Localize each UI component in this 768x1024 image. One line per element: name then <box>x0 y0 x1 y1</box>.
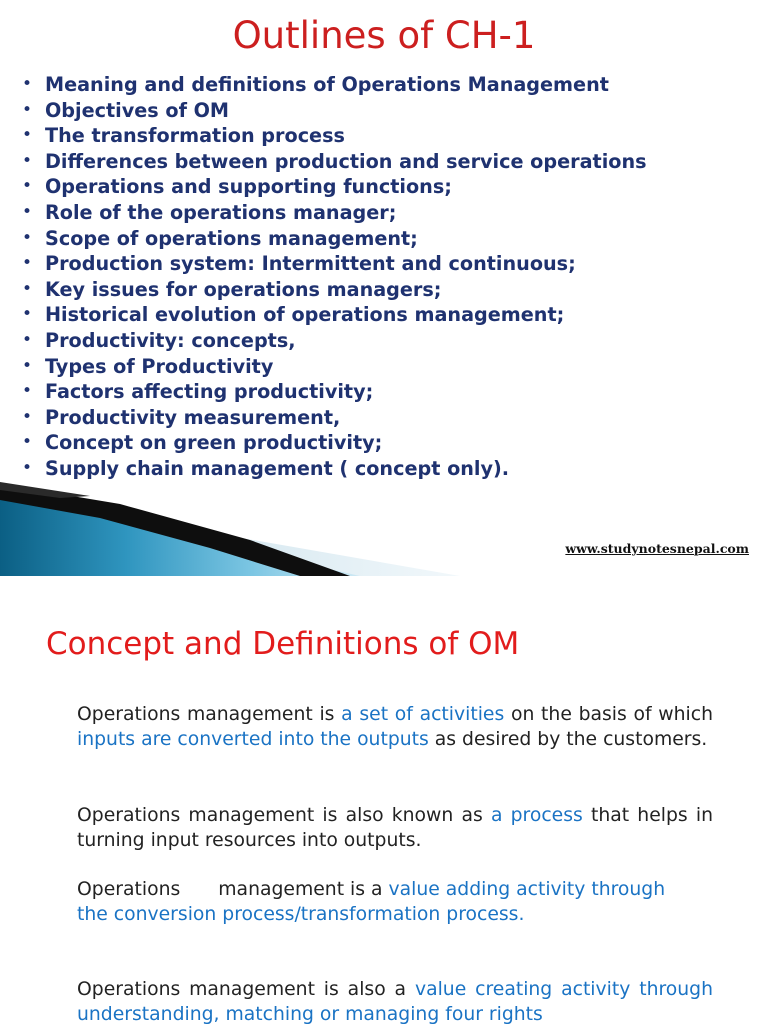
list-item: • Productivity: concepts, <box>22 328 647 354</box>
list-item: • The transformation process <box>22 123 647 149</box>
list-item: • Meaning and definitions of Operations Management <box>22 72 647 98</box>
slide-title: Concept and Definitions of OM <box>46 626 520 662</box>
highlight-text: value adding activity through <box>388 879 666 900</box>
text-run: Operations management is also a <box>77 979 415 1000</box>
decorative-swoosh <box>0 478 768 576</box>
highlight-text: a set of activities <box>341 704 505 725</box>
list-item: • Supply chain management ( concept only). <box>22 456 647 482</box>
highlight-text: value creating activity through understanding, matching or managing four rights <box>77 979 713 1024</box>
paragraph-process <box>77 803 713 854</box>
list-item: • Key issues for operations managers; <box>22 277 647 303</box>
list-item: • Differences between production and service operations <box>22 149 647 175</box>
list-item: • Types of Productivity <box>22 354 647 380</box>
text-run: as desired by the customers. <box>428 729 708 751</box>
paragraph-set-of-activities <box>77 702 713 753</box>
list-item: • Concept on green productivity; <box>22 430 647 456</box>
text-run: Operations <box>77 879 181 900</box>
website-link[interactable]: www.studynotesnepal.com <box>565 541 749 556</box>
list-item: • Scope of operations management; <box>22 226 647 252</box>
slide-concept-definitions <box>0 576 768 1024</box>
text-run: that helps in turning input resources into outputs. <box>77 805 713 852</box>
highlight-text: the conversion process/transformation process. <box>77 904 525 926</box>
list-item: • Productivity measurement, <box>22 405 647 431</box>
list-item: • Factors affecting productivity; <box>22 379 647 405</box>
text-run: Operations management is <box>77 704 342 725</box>
list-item: • Objectives of OM <box>22 98 647 124</box>
text-run: management is a <box>218 879 389 900</box>
list-item: • Historical evolution of operations management; <box>22 302 647 328</box>
text-run: Operations management is also known as <box>77 805 491 826</box>
text-run: on the basis of which <box>504 704 714 725</box>
paragraph-value-adding <box>77 877 713 928</box>
paragraph-value-creating <box>77 977 713 1024</box>
list-item: • Role of the operations manager; <box>22 200 647 226</box>
list-item: • Operations and supporting functions; <box>22 174 647 200</box>
list-item: • Production system: Intermittent and continuous; <box>22 251 647 277</box>
highlight-text: a process <box>490 805 583 826</box>
outline-list <box>22 72 647 482</box>
highlight-text: inputs are converted into the outputs <box>77 729 429 751</box>
slide-title: Outlines of CH-1 <box>232 14 536 57</box>
